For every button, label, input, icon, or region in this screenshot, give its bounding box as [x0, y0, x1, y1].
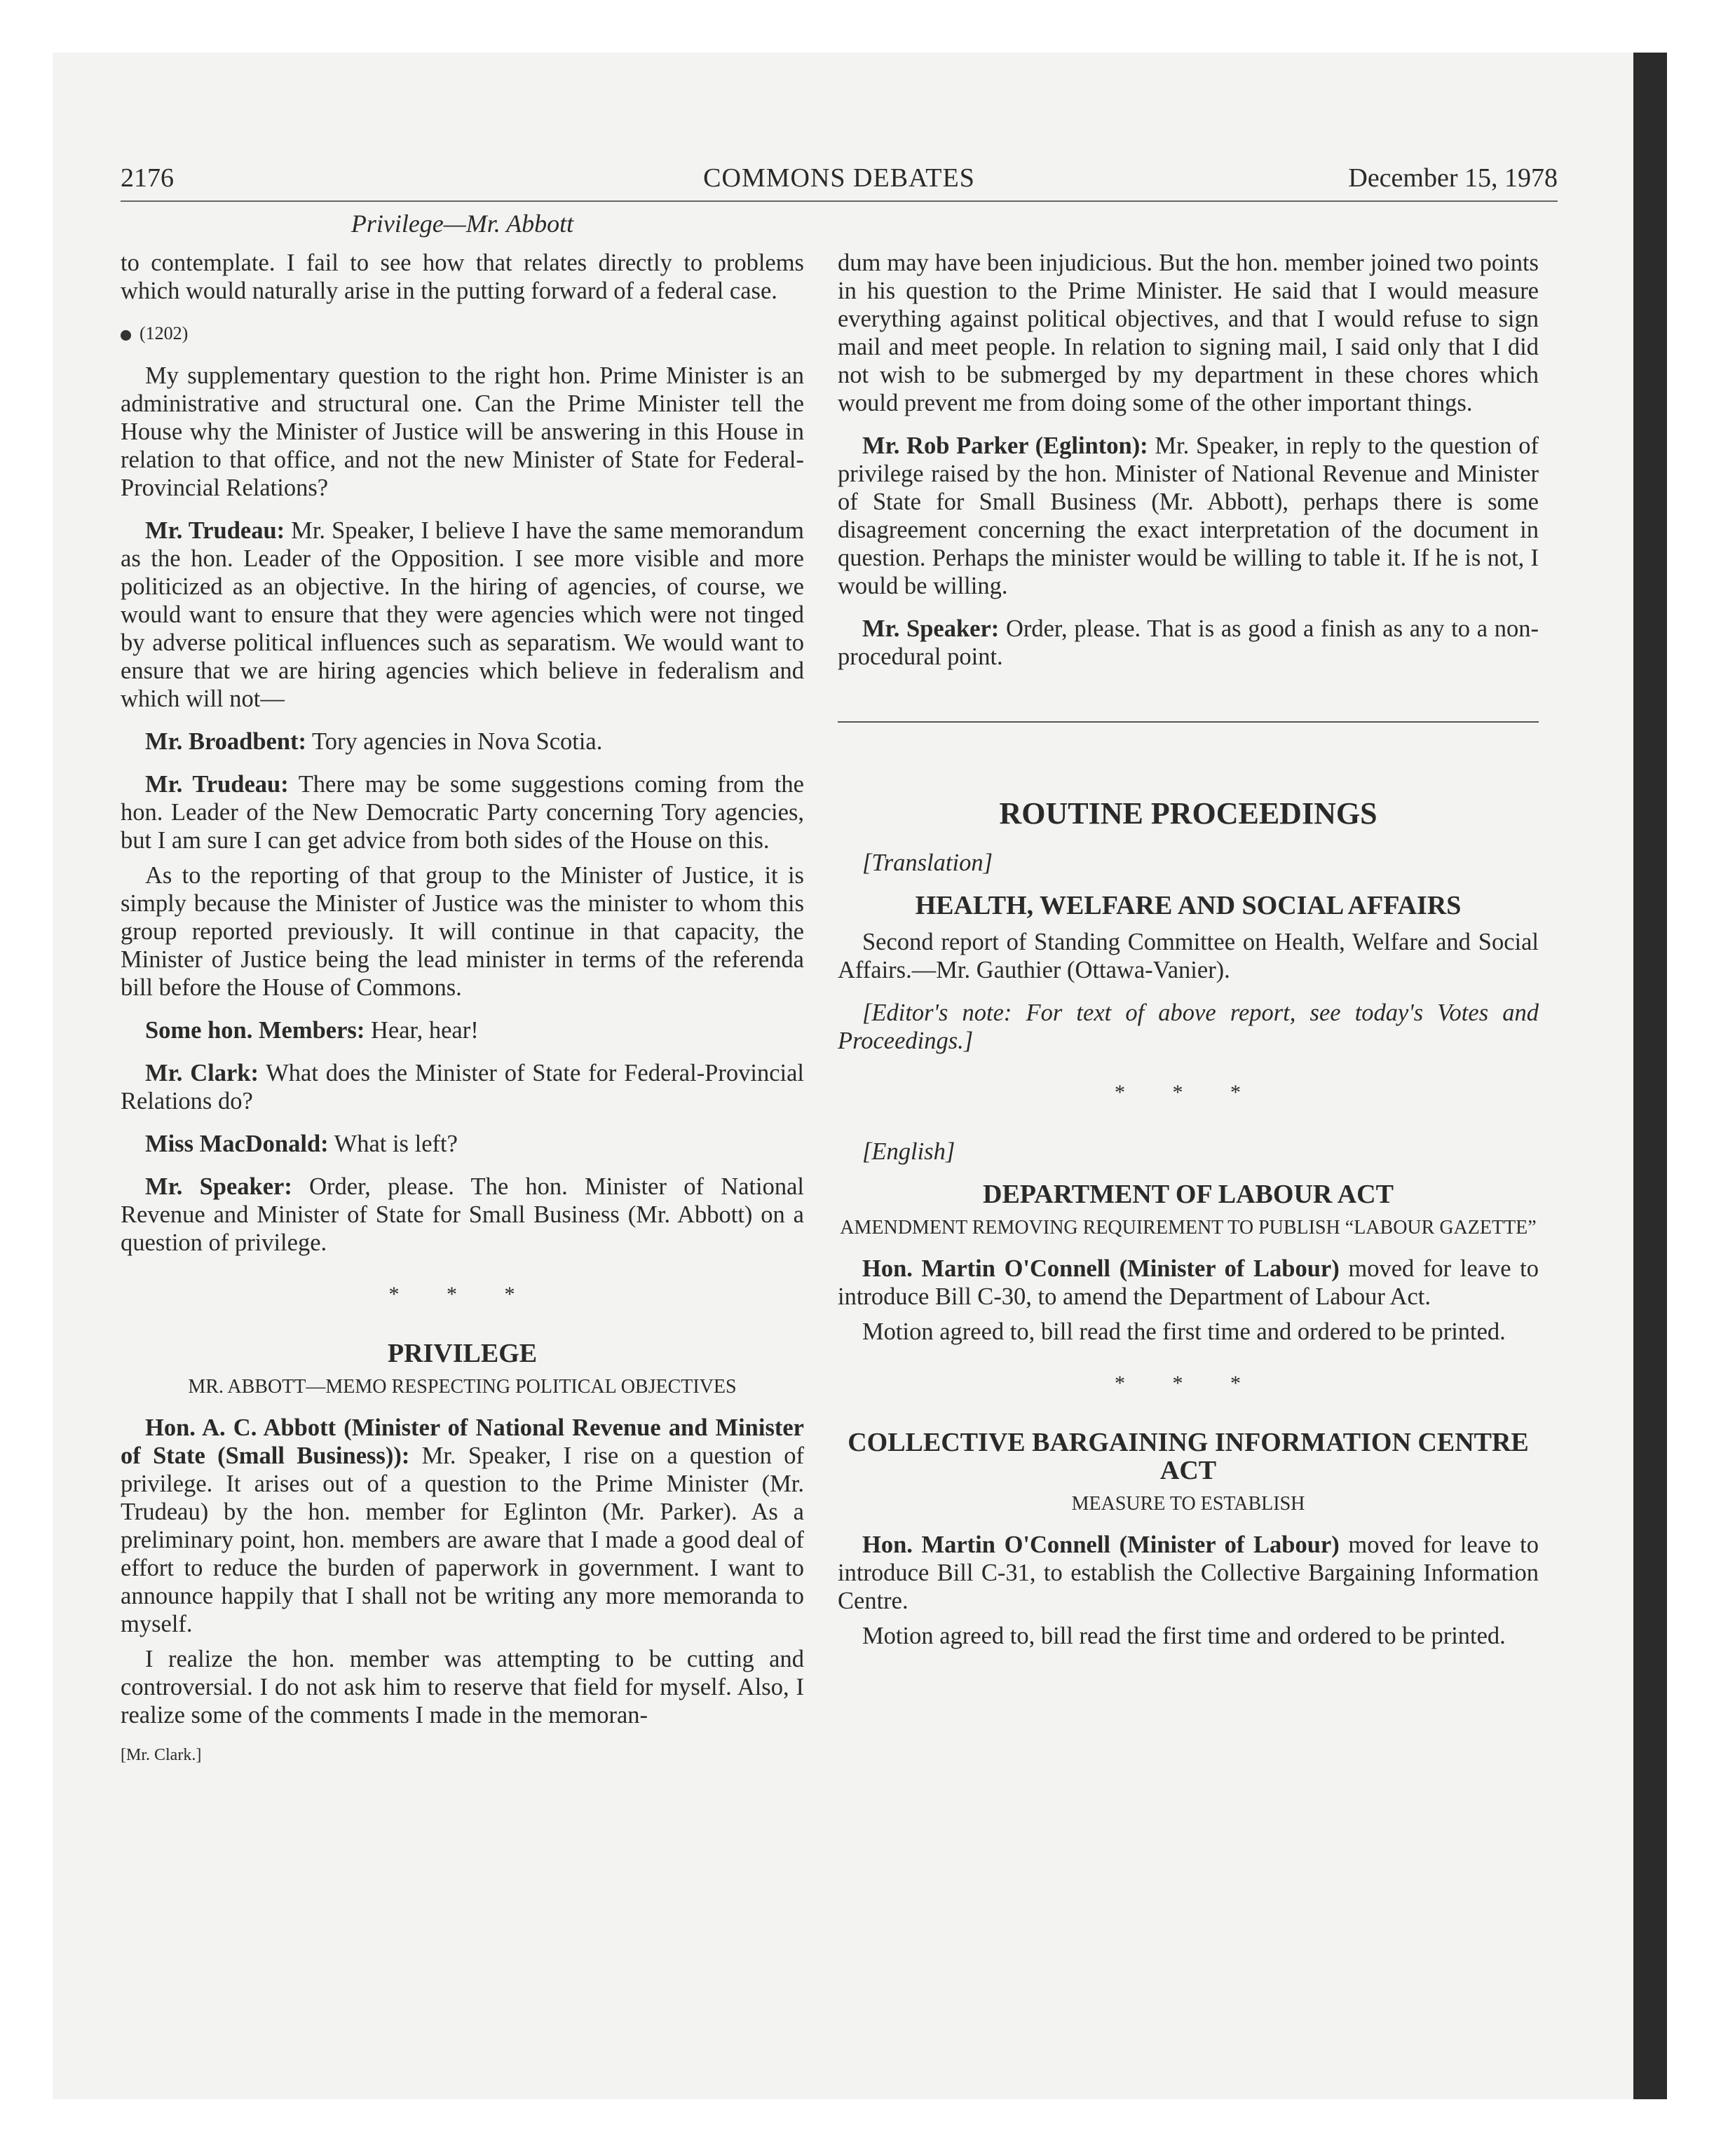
- speaker-name: Mr. Broadbent:: [145, 728, 307, 755]
- paragraph: [121, 1059, 804, 1115]
- paragraph: [121, 770, 804, 854]
- section-heading: COLLECTIVE BARGAINING INFORMATION CENTRE ACT: [848, 1428, 1529, 1485]
- speaker-name: Hon. Martin O'Connell (Minister of Labour): [862, 1531, 1340, 1558]
- paragraph: to contemplate. I fail to see how that relates directly to problems which would naturally arise in the putting forward of a federal case.: [121, 250, 804, 304]
- page-number: 2176: [121, 163, 174, 193]
- horizontal-rule: [838, 721, 1539, 723]
- left-column: [121, 249, 804, 1769]
- time-text: (1202): [140, 323, 189, 343]
- paragraph: Second report of Standing Committee on Health, Welfare and Social Affairs.—Mr. Gauthier (Ottawa-Vanier).: [838, 929, 1539, 983]
- paragraph: [121, 517, 804, 713]
- speaker-name: Mr. Rob Parker (Eglinton):: [862, 432, 1148, 459]
- section-subheading: AMENDMENT REMOVING REQUIREMENT TO PUBLISH “LABOUR GAZETTE”: [840, 1217, 1537, 1239]
- paragraph: [838, 432, 1539, 600]
- speech-text: What does the Minister of State for Federal-Provincial Relations do?: [121, 1060, 804, 1114]
- speech-text: Mr. Speaker, in reply to the question of privilege raised by the hon. Minister of National Revenue and Minister of State for Small Business (Mr. Abbott), perhaps there is some disagreement concerning the exact interpretation of the document in question. Perhaps the minister would be willing to table it. If he is not, I would be willing.: [838, 432, 1539, 599]
- speaker-name: Mr. Speaker:: [862, 615, 1000, 642]
- speaker-name: Mr. Clark:: [145, 1060, 259, 1086]
- bullet-icon: [121, 330, 131, 341]
- language-marker: [Translation]: [862, 850, 993, 876]
- paragraph: dum may have been injudicious. But the hon. member joined two points in his question to the Prime Minister. He said that I would measure everything against political objectives, and that I would refuse to sign mail and meet people. In relation to signing mail, I said only that I did not wish to be submerged by my department in these chores which would prevent me from doing some of the other important things.: [838, 250, 1539, 416]
- paragraph: [121, 728, 804, 756]
- speaker-name: Mr. Trudeau:: [145, 517, 285, 544]
- publication-title: COMMONS DEBATES: [703, 163, 975, 193]
- section-separator: * * *: [1115, 1081, 1262, 1104]
- paragraph: [121, 1414, 804, 1638]
- editor-note: [Editor's note: For text of above report, see today's Votes and Proceedings.]: [838, 999, 1539, 1054]
- speaker-name: Mr. Trudeau:: [145, 771, 289, 798]
- section-subheading: MEASURE TO ESTABLISH: [1071, 1493, 1305, 1515]
- speech-text: Mr. Speaker, I rise on a question of privilege. It arises out of a question to the Prime Minister (Mr. Trudeau) by the hon. member for Eglinton (Mr. Parker). As a preliminary point, hon. members are aware that I made a good deal of effort to reduce the burden of paperwork in government. I want to announce happily that I shall not be writing any more memoranda to myself.: [121, 1442, 804, 1637]
- speech-text: moved for leave to introduce Bill C-30, to amend the Department of Labour Act.: [838, 1255, 1539, 1310]
- page-header: [121, 163, 1558, 202]
- section-subheading: MR. ABBOTT—MEMO RESPECTING POLITICAL OBJECTIVES: [188, 1376, 737, 1398]
- speech-text: Hear, hear!: [370, 1017, 479, 1044]
- speech-text: Order, please. The hon. Minister of National Revenue and Minister of State for Small Business (Mr. Abbott) on a question of privilege.: [121, 1173, 805, 1256]
- paragraph: Motion agreed to, bill read the first time and ordered to be printed.: [862, 1623, 1506, 1649]
- paragraph: As to the reporting of that group to the Minister of Justice, it is simply because the Minister of Justice was the minister to whom this group reported previously. It will continue in that capacity, the Minister of Justice being the lead minister in terms of the referenda bill before the House of Commons.: [121, 862, 804, 1001]
- paragraph: [121, 1130, 804, 1158]
- footnote: [Mr. Clark.]: [121, 1746, 202, 1764]
- speech-text: Tory agencies in Nova Scotia.: [312, 728, 603, 755]
- paragraph: [838, 1531, 1539, 1615]
- paragraph: [121, 1016, 804, 1044]
- paragraph: [838, 615, 1539, 671]
- speech-text: Mr. Speaker, I believe I have the same memorandum as the hon. Leader of the Opposition. I see more visible and more politicized as an objective. In the hiring of agencies, of course, we would want to ensure that they were agencies which were not tinged by adverse political influences such as separatism. We would want to ensure that we are hiring agencies which believe in federalism and which will not—: [121, 517, 804, 712]
- paragraph: My supplementary question to the right hon. Prime Minister is an administrative and structural one. Can the Prime Minister tell the House why the Minister of Justice will be answering in this House in relation to that office, and not the new Minister of State for Federal-Provincial Relations?: [121, 362, 804, 501]
- section-separator: * * *: [388, 1283, 536, 1306]
- section-heading: HEALTH, WELFARE AND SOCIAL AFFAIRS: [915, 891, 1462, 920]
- section-separator: * * *: [1115, 1372, 1262, 1395]
- section-heading: PRIVILEGE: [387, 1339, 538, 1368]
- paragraph: [838, 1255, 1539, 1311]
- speaker-name: Miss MacDonald:: [145, 1131, 329, 1157]
- paragraph: [121, 1173, 804, 1257]
- paragraph: Motion agreed to, bill read the first time and ordered to be printed.: [862, 1318, 1506, 1345]
- time-marker: [121, 320, 804, 348]
- speaker-name: Some hon. Members:: [145, 1017, 365, 1044]
- speech-text: moved for leave to introduce Bill C-31, to establish the Collective Bargaining Information Centre.: [838, 1531, 1539, 1614]
- speech-text: What is left?: [334, 1131, 458, 1157]
- paragraph: I realize the hon. member was attempting to be cutting and controversial. I do not ask him to reserve that field for myself. Also, I realize some of the comments I made in the memoran-: [121, 1646, 804, 1728]
- speaker-name: Hon. A. C. Abbott (Minister of National Revenue and Minister of State (Small Business)):: [121, 1414, 804, 1469]
- language-marker: [English]: [862, 1138, 955, 1165]
- page-date: December 15, 1978: [1348, 163, 1558, 193]
- major-heading: ROUTINE PROCEEDINGS: [999, 796, 1377, 831]
- speaker-name: Mr. Speaker:: [145, 1173, 292, 1200]
- section-heading: DEPARTMENT OF LABOUR ACT: [983, 1180, 1394, 1209]
- speaker-name: Hon. Martin O'Connell (Minister of Labour): [862, 1255, 1340, 1282]
- running-head: Privilege—Mr. Abbott: [351, 210, 574, 238]
- scan-edge-bar: [1633, 53, 1667, 2099]
- right-column: [838, 249, 1539, 1665]
- speech-text: Order, please. That is as good a finish as any to a non-procedural point.: [838, 615, 1539, 670]
- speech-text: There may be some suggestions coming from the hon. Leader of the New Democratic Party concerning Tory agencies, but I am sure I can get advice from both sides of the House on this.: [121, 771, 804, 854]
